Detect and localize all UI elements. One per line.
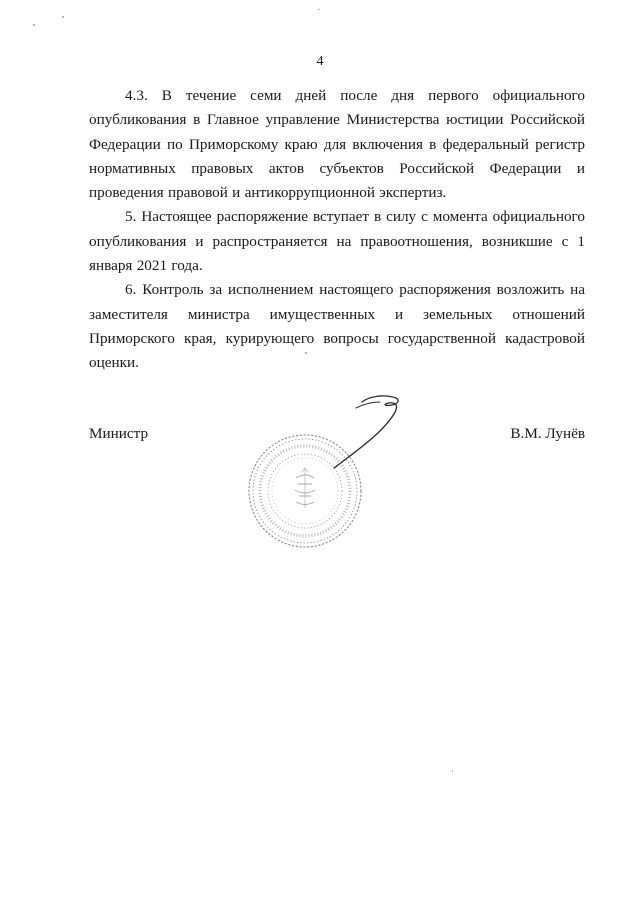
paragraph-6: 6. Контроль за исполнением настоящего распоряжения возложить на заместителя министра имущественных и земельных отношений Приморского края, курирующего вопросы государственной кадастровой оценки. — [89, 281, 585, 372]
scan-speck — [33, 24, 35, 26]
paragraph-4-3: 4.3. В течение семи дней после дня первого официального опубликования в Главное управление Министерства юстиции Российской Федерации по Приморскому краю для включения в федеральный регистр нормативных правовых актов субъектов Российской Федерации и проведения правовой и антикоррупционной экспертиз. — [89, 87, 585, 202]
signatory-title: Министр — [89, 425, 149, 442]
document-body — [89, 84, 585, 376]
scan-speck — [62, 16, 64, 18]
handwritten-signature — [326, 392, 412, 470]
signatory-name: В.М. Лунёв — [510, 425, 585, 442]
scan-speck — [318, 9, 320, 10]
scan-speck — [305, 352, 307, 354]
paragraph-5: 5. Настоящее распоряжение вступает в силу с момента официального опубликования и распространяется на правоотношения, возникшие с 1 января 2021 года. — [89, 208, 585, 275]
page-number: 4 — [316, 54, 324, 69]
scan-speck — [452, 770, 453, 772]
